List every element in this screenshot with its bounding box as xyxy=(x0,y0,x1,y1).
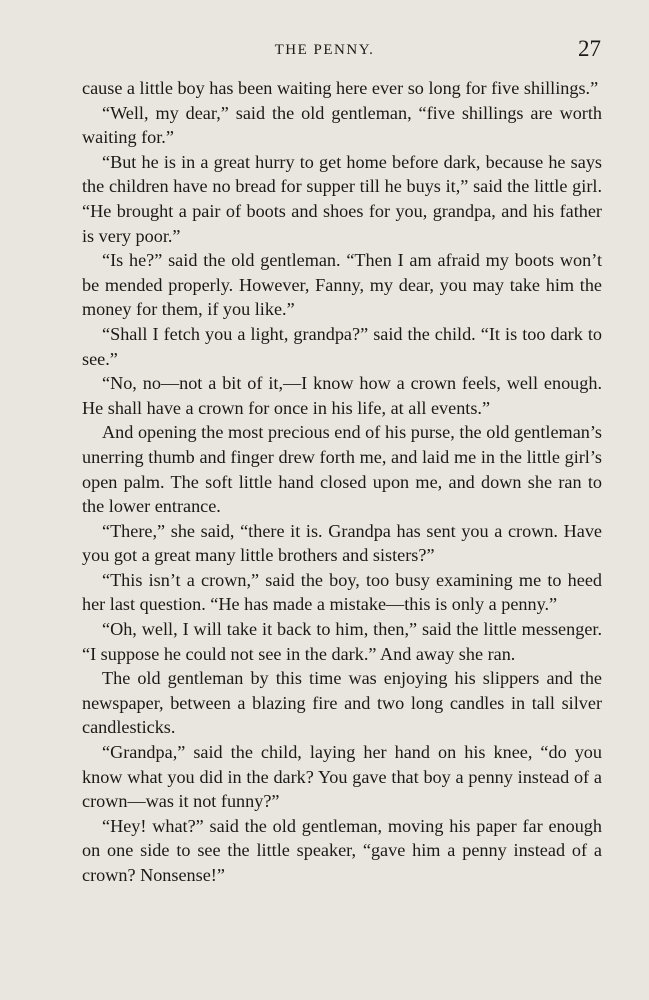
paragraph: “Shall I fetch you a light, grandpa?” said the child. “It is too dark to see.” xyxy=(82,323,602,369)
paragraph: “Is he?” said the old gentleman. “Then I am afraid my boots won’t be mended properly. However, Fanny, my dear, you may take him the money for them, if you like.” xyxy=(82,250,602,320)
body-text xyxy=(82,76,602,888)
page-number: 27 xyxy=(578,36,601,61)
running-head xyxy=(0,38,649,68)
paragraph: “This isn’t a crown,” said the boy, too busy examining me to heed her last question. “He has made a mistake—this is only a penny.” xyxy=(82,569,602,615)
paragraph: “No, no—not a bit of it,—I know how a crown feels, well enough. He shall have a crown for once in his life, at all events.” xyxy=(82,373,602,418)
running-title: THE PENNY. xyxy=(274,42,375,58)
paragraph: “Well, my dear,” said the old gentleman, “five shillings are worth waiting for.” xyxy=(82,102,602,148)
paragraph: And opening the most precious end of his purse, the old gentleman’s unerring thumb and finger drew forth me, and laid me in the little girl’s open palm. The soft little hand closed upon me, and down she ran to the lower entrance. xyxy=(82,422,602,517)
paragraph: “Hey! what?” said the old gentleman, moving his paper far enough on one side to see the little speaker, “gave him a penny instead of a crown? Nonsense!” xyxy=(82,815,602,885)
paragraph: cause a little boy has been waiting here ever so long for five shillings.” xyxy=(82,78,599,98)
paragraph: “But he is in a great hurry to get home before dark, because he says the children have no bread for supper till he buys it,” said the little girl. “He brought a pair of boots and shoes for you, grandpa, and his father is very poor.” xyxy=(82,151,602,246)
paragraph: “Oh, well, I will take it back to him, then,” said the little messenger. “I suppose he could not see in the dark.” And away she ran. xyxy=(82,619,602,664)
paragraph: “Grandpa,” said the child, laying her hand on his knee, “do you know what you did in the dark? You gave that boy a penny instead of a crown—was it not funny?” xyxy=(82,742,602,812)
paragraph: The old gentleman by this time was enjoying his slippers and the newspaper, between a blazing fire and two long candles in tall silver candlesticks. xyxy=(82,668,602,738)
paragraph: “There,” she said, “there it is. Grandpa has sent you a crown. Have you got a great many little brothers and sisters?” xyxy=(82,520,602,566)
